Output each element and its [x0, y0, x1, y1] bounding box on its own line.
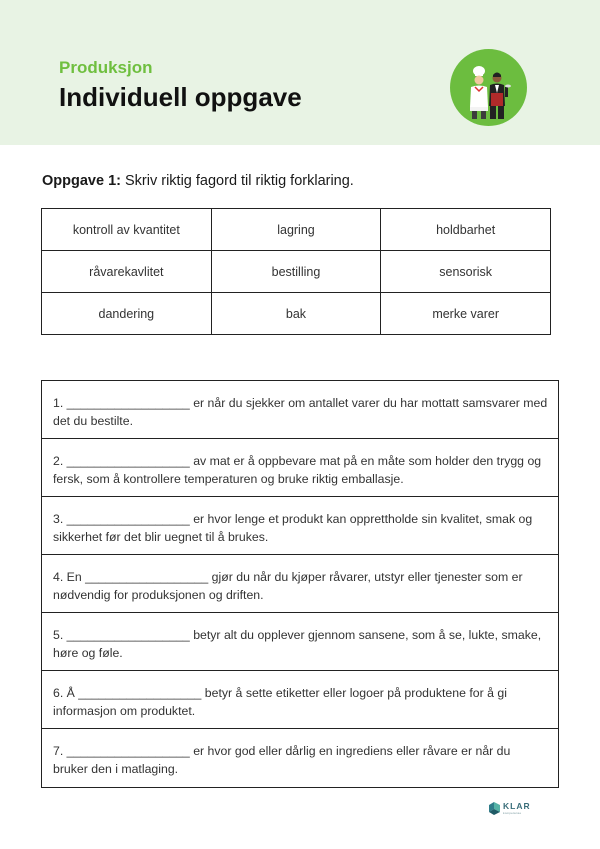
word-cell: råvarekavlitet — [42, 251, 212, 293]
task-label: Oppgave 1: — [42, 173, 121, 189]
word-cell: merke varer — [381, 293, 551, 335]
task-instruction: Skriv riktig fagord til riktig forklaring. — [120, 173, 354, 189]
chef-waiter-illustration — [450, 49, 527, 126]
sentence-item[interactable]: 3. __________________ er hvor lenge et produkt kan opprettholde sin kvalitet, smak og sikkerhet før det blir uegnet til å brukes. — [42, 497, 558, 555]
sentence-list — [41, 380, 559, 788]
word-cell: lagring — [211, 209, 381, 251]
task-heading — [42, 173, 354, 189]
klar-logo-icon — [489, 802, 500, 815]
sentence-item[interactable]: 6. Å __________________ betyr å sette etiketter eller logoer på produktene for å gi informasjon om produktet. — [42, 671, 558, 729]
word-cell: sensorisk — [381, 251, 551, 293]
word-cell: bestilling — [211, 251, 381, 293]
page-title: Individuell oppgave — [59, 82, 302, 112]
table-row — [42, 293, 551, 335]
header-banner — [0, 0, 600, 145]
logo-subtext: kompetanse — [503, 811, 522, 815]
word-cell: bak — [211, 293, 381, 335]
logo-text: KLAR — [503, 801, 531, 811]
sentence-item[interactable]: 7. __________________ er hvor god eller dårlig en ingrediens eller råvare er når du bruker den i matlaging. — [53, 744, 511, 776]
sentence-item[interactable]: 5. __________________ betyr alt du opplever gjennom sansene, som å se, lukte, smake, høre og føle. — [42, 613, 558, 671]
sentence-item[interactable]: 2. __________________ av mat er å oppbevare mat på en måte som holder den trygg og fersk, som å kontrollere temperaturen og bruke riktig emballasje. — [42, 439, 558, 497]
subject-label: Produksjon — [59, 58, 153, 77]
chef-waiter-icon — [450, 49, 527, 126]
word-cell: holdbarhet — [381, 209, 551, 251]
word-cell: dandering — [42, 293, 212, 335]
klar-logo — [489, 801, 529, 819]
sentence-item[interactable]: 1. __________________ er når du sjekker om antallet varer du har mottatt samsvarer med det du bestilte. — [42, 381, 558, 439]
table-row — [42, 251, 551, 293]
sentence-item[interactable]: 4. En __________________ gjør du når du kjøper råvarer, utstyr eller tjenester som er nødvendig for produksjonen og driften. — [42, 555, 558, 613]
table-row — [42, 209, 551, 251]
word-cell: kontroll av kvantitet — [42, 209, 212, 251]
word-bank-table — [41, 208, 551, 335]
